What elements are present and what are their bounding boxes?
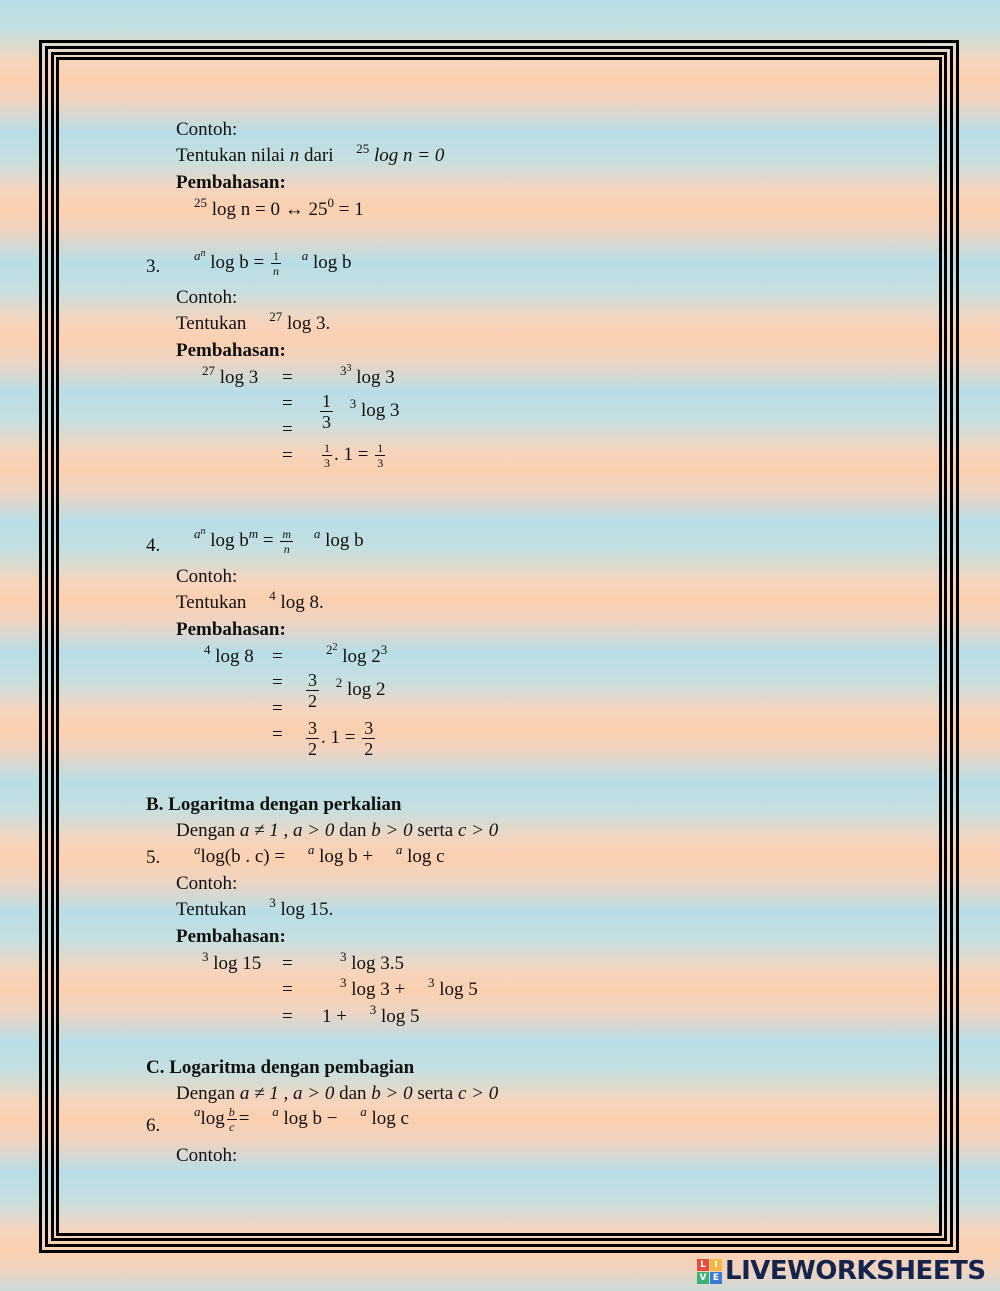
equals-sign: = [272,698,283,719]
equals-sign: = [282,1006,293,1027]
contoh-label: Contoh: [176,1145,238,1166]
section-c-condition: Dengan a ≠ 1 , a > 0 dan b > 0 serta c > 0 [176,1083,499,1104]
step-1-rhs: $^3$ log 3.5 [340,949,405,974]
logo-text: LIVEWORKSHEETS [725,1256,986,1286]
step-2: $\frac{3}{2}$ $^2$ log 2 [308,670,386,711]
pembahasan-label: Pembahasan: [176,340,286,361]
rule-number: 4. [146,535,161,556]
liveworksheets-logo-icon [697,1259,722,1284]
example-answer: $^{25}$ log n = 0 ↔ $25^0 = 1$ [194,195,364,220]
step-3: 1 + $^3$ log 5 [322,1002,420,1027]
equals-sign: = [282,953,293,974]
step-1-lhs: $^{27}$ log 3 [202,363,259,388]
liveworksheets-logo [697,1258,986,1284]
equals-sign: = [272,672,283,693]
step-1-rhs: $^{22}$ $\log 2^3$ [326,642,388,667]
rule-5-formula: $^a$log(b . c) = $^a$ log b + $^a$ log c [194,842,445,867]
pembahasan-label: Pembahasan: [176,926,286,947]
section-b-heading: B. Logaritma dengan perkalian [146,794,402,815]
contoh-label: Contoh: [176,566,238,587]
logo-letter: E [710,1272,722,1284]
example-question: Tentukan $^3$ log 15. [176,895,334,920]
pembahasan-label: Pembahasan: [176,172,286,193]
step-3: $\frac{3}{2}$ . 1 = $\frac{3}{2}$ [308,718,374,759]
step-1-lhs: $^4$ log 8 [204,642,254,667]
rule-number: 3. [146,256,161,277]
equals-sign: = [272,724,283,745]
logo-letter: I [710,1259,722,1271]
example-question: Tentukan $^4$ log 8. [176,588,324,613]
pembahasan-label: Pembahasan: [176,619,286,640]
rule-3-formula: $^{an}$ log b = $\frac{1}{n}$ $^a$ log b [194,247,352,278]
rule-4-formula: $^{an}$ $\log b^m$ = $\frac{m}{n}$ $^a$ log b [194,525,364,556]
step-2: $\frac{1}{3}$ $^3$ log 3 [322,391,400,432]
equals-sign: = [282,419,293,440]
step-3: $\frac{1}{3}$ . 1 = $\frac{1}{3}$ [324,441,384,470]
step-1-lhs: $^3$ log 15 [202,949,262,974]
equals-sign: = [282,393,293,414]
step-1-rhs: $^{33}$ log 3 [340,363,395,388]
rule-number: 6. [146,1115,161,1136]
equals-sign: = [282,367,293,388]
rule-number: 5. [146,847,161,868]
logo-letter: L [697,1259,709,1271]
example-question: Tentukan $^{27}$ log 3. [176,309,331,334]
example-question: Tentukan nilai n dari $^{25}$ log n = 0 [176,141,445,166]
equals-sign: = [272,646,283,667]
section-b-condition: Dengan a ≠ 1 , a > 0 dan b > 0 serta c > 0 [176,820,499,841]
equals-sign: = [282,979,293,1000]
contoh-label: Contoh: [176,873,238,894]
contoh-label: Contoh: [176,287,238,308]
contoh-label: Contoh: [176,119,238,140]
rule-6-formula: $^a$log $\frac{b}{c}$ = $^a$ log b − $^a$ log c [194,1103,409,1134]
logo-letter: V [697,1272,709,1284]
equals-sign: = [282,445,293,466]
step-2: $^3$ log 3 + $^3$ log 5 [340,975,478,1000]
section-c-heading: C. Logaritma dengan pembagian [146,1057,415,1078]
